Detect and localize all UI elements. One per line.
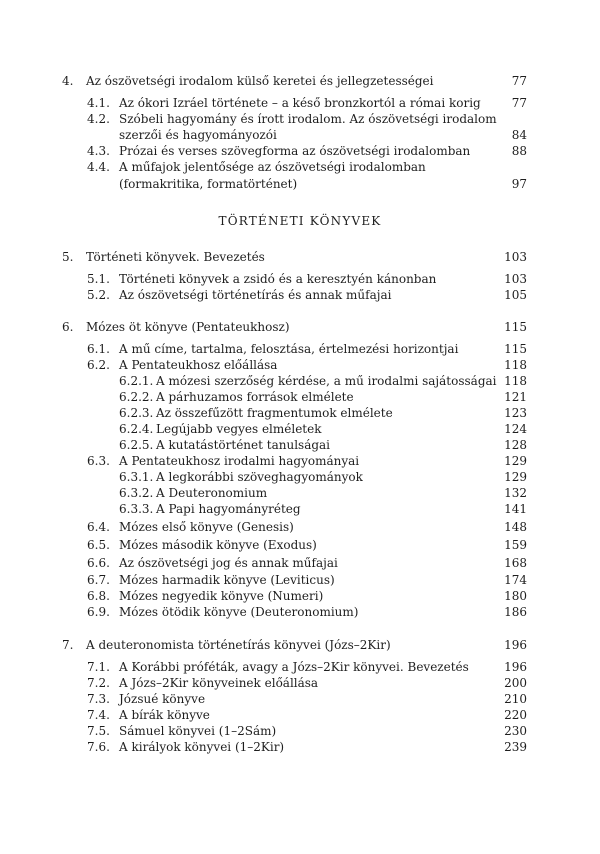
toc-entry-6-9 [0,604,600,620]
page-number: 97 [511,177,527,191]
entry-title: Józsué könyve [119,692,206,706]
page-number: 141 [504,502,527,516]
entry-number: 6.2.4. [119,422,154,436]
entry-title: A Papi hagyományréteg [156,502,301,516]
toc-chapter-6 [0,319,600,335]
toc-entry-7-5 [0,723,600,739]
entry-number: 6.6. [87,556,110,570]
toc-entry-5-2 [0,287,600,303]
page-number: 105 [504,288,527,302]
page-number: 84 [511,128,527,142]
toc-entry-6-3 [0,453,600,469]
toc-entry-4-2-cont [0,127,600,143]
toc-entry-6-1 [0,341,600,357]
entry-number: 6.8. [87,589,110,603]
entry-number: 7.1. [87,660,110,674]
chapter-number: 4. [62,74,74,88]
toc-entry-6-5 [0,537,600,553]
toc-entry-6-2-5 [0,437,600,453]
toc-entry-4-4-cont [0,176,600,192]
entry-number: 6.2.2. [119,390,154,404]
page-number: 174 [504,573,527,587]
entry-number: 4.2. [87,112,110,126]
entry-number: 6.3.1. [119,470,154,484]
entry-title: Sámuel könyvei (1–2Sám) [119,724,277,738]
toc-entry-6-2-1 [0,373,600,389]
chapter-title: A deuteronomista történetírás könyvei (Józs–2Kir) [86,638,391,652]
entry-title: Az összefűzött fragmentumok elmélete [156,406,393,420]
chapter-title: Az ószövetségi irodalom külső keretei és jellegzetességei [86,74,434,88]
chapter-title: Történeti könyvek. Bevezetés [86,250,265,264]
page-number: 186 [504,605,527,619]
toc-entry-4-3 [0,143,600,159]
chapter-number: 6. [62,320,74,334]
page-number: 103 [504,272,527,286]
entry-title: A legkorábbi szöveghagyományok [156,470,363,484]
entry-title: Szóbeli hagyomány és írott irodalom. Az ószövetségi irodalom [119,112,497,126]
entry-title: Prózai és verses szövegforma az ószövetségi irodalomban [119,144,471,158]
toc-entry-6-2 [0,357,600,373]
entry-title: A bírák könyve [119,708,210,722]
entry-number: 4.3. [87,144,110,158]
page-number: 77 [511,96,527,110]
page-number: 118 [504,374,527,388]
toc-entry-6-7 [0,572,600,588]
toc-entry-4-4 [0,159,600,175]
entry-number: 7.3. [87,692,110,706]
entry-title: Az ószövetségi jog és annak műfajai [119,556,338,570]
entry-title: Legújabb vegyes elméletek [156,422,322,436]
page-number: 180 [504,589,527,603]
entry-number: 4.1. [87,96,110,110]
toc-entry-7-4 [0,707,600,723]
entry-number: 6.4. [87,520,110,534]
page-number: 124 [504,422,527,436]
page-number: 77 [511,74,527,88]
entry-title: Az ószövetségi történetírás és annak műfajai [119,288,392,302]
toc-entry-7-2 [0,675,600,691]
page-number: 128 [504,438,527,452]
toc-entry-7-6 [0,739,600,755]
entry-number: 6.2.5. [119,438,154,452]
entry-title: Az ókori Izráel története – a késő bronzkortól a római korig [119,96,481,110]
entry-title: Mózes harmadik könyve (Leviticus) [119,573,335,587]
page-number: 103 [504,250,527,264]
entry-title: Mózes negyedik könyve (Numeri) [119,589,324,603]
entry-number: 6.3.2. [119,486,154,500]
page-number: 121 [504,390,527,404]
entry-number: 6.2. [87,358,110,372]
entry-title: A Deuteronomium [156,486,268,500]
page-number: 159 [504,538,527,552]
entry-title: A Józs–2Kir könyveinek előállása [119,676,319,690]
entry-number: 6.2.3. [119,406,154,420]
entry-number: 6.3. [87,454,110,468]
entry-number: 6.2.1. [119,374,154,388]
entry-title: A kutatástörténet tanulságai [156,438,331,452]
toc-entry-6-3-2 [0,485,600,501]
toc-entry-7-3 [0,691,600,707]
entry-number: 6.7. [87,573,110,587]
page-number: 168 [504,556,527,570]
entry-number: 7.6. [87,740,110,754]
toc-chapter-5 [0,249,600,265]
toc-entry-6-2-2 [0,389,600,405]
page-number: 132 [504,486,527,500]
page-number: 88 [511,144,527,158]
entry-title: A királyok könyvei (1–2Kir) [119,740,285,754]
entry-number: 7.5. [87,724,110,738]
entry-title-continued: szerzői és hagyományozói [119,128,277,142]
page-number: 196 [504,638,527,652]
toc-entry-6-3-1 [0,469,600,485]
entry-title: A Pentateukhosz előállása [119,358,278,372]
toc-entry-6-8 [0,588,600,604]
entry-number: 4.4. [87,160,110,174]
toc-entry-6-6 [0,555,600,571]
entry-title: A műfajok jelentősége az ószövetségi irodalomban [119,160,426,174]
toc-entry-4-2 [0,111,600,127]
entry-title: Mózes második könyve (Exodus) [119,538,317,552]
page-number: 210 [504,692,527,706]
entry-number: 7.2. [87,676,110,690]
toc-entry-6-2-3 [0,405,600,421]
page-number: 220 [504,708,527,722]
section-heading: TÖRTÉNETI KÖNYVEK [218,214,382,228]
toc-entry-7-1 [0,659,600,675]
page-number: 196 [504,660,527,674]
entry-title: A mózesi szerzőség kérdése, a mű irodalmi sajátosságai [156,374,497,388]
entry-number: 5.2. [87,288,110,302]
toc-entry-6-4 [0,519,600,535]
toc-chapter-7 [0,637,600,653]
page-number: 129 [504,454,527,468]
page-number: 129 [504,470,527,484]
entry-number: 6.3.3. [119,502,154,516]
page-number: 115 [504,320,527,334]
entry-title: Mózes első könyve (Genesis) [119,520,294,534]
toc-entry-5-1 [0,271,600,287]
page-number: 115 [504,342,527,356]
chapter-number: 5. [62,250,74,264]
entry-number: 6.5. [87,538,110,552]
toc-chapter-4 [0,73,600,89]
entry-number: 6.9. [87,605,110,619]
entry-title-continued: (formakritika, formatörténet) [119,177,298,191]
entry-title: A Pentateukhosz irodalmi hagyományai [119,454,360,468]
chapter-title: Mózes öt könyve (Pentateukhosz) [86,320,290,334]
toc-entry-4-1 [0,95,600,111]
entry-title: A Korábbi próféták, avagy a Józs–2Kir könyvei. Bevezetés [119,660,469,674]
entry-title: A mű címe, tartalma, felosztása, értelmezési horizontjai [119,342,459,356]
page-number: 230 [504,724,527,738]
page-number: 239 [504,740,527,754]
toc-entry-6-2-4 [0,421,600,437]
page-number: 200 [504,676,527,690]
entry-number: 7.4. [87,708,110,722]
entry-title: A párhuzamos források elmélete [156,390,354,404]
chapter-number: 7. [62,638,74,652]
entry-number: 6.1. [87,342,110,356]
page-number: 123 [504,406,527,420]
page-number: 118 [504,358,527,372]
entry-number: 5.1. [87,272,110,286]
page-number: 148 [504,520,527,534]
entry-title: Mózes ötödik könyve (Deuteronomium) [119,605,359,619]
entry-title: Történeti könyvek a zsidó és a keresztyén kánonban [119,272,437,286]
toc-entry-6-3-3 [0,501,600,517]
